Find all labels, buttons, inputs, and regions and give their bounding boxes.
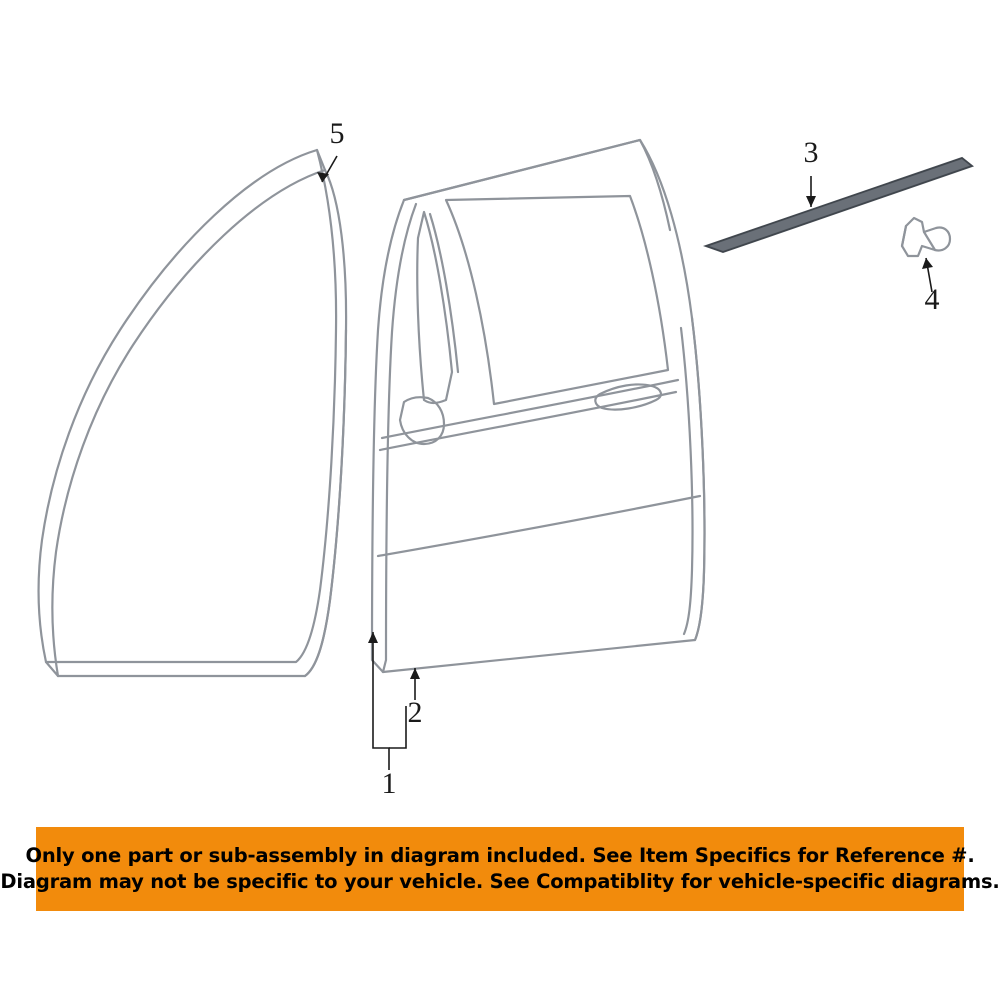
callout-label-5: 5	[329, 117, 345, 150]
door-seal-part-5	[39, 150, 347, 676]
callout-label-3: 3	[803, 136, 819, 169]
callout-label-2: 2	[407, 696, 423, 729]
door-shell-part-1-2	[372, 140, 705, 672]
callout-label-4: 4	[924, 283, 940, 316]
callout-leaders	[317, 156, 933, 770]
notice-line-2: Diagram may not be specific to your vehicle. See Compatiblity for vehicle-specific diagrams.	[0, 870, 1000, 893]
compatibility-notice-banner	[0, 827, 1000, 911]
callout-label-1: 1	[381, 767, 397, 800]
belt-weatherstrip-part-3	[706, 158, 972, 252]
notice-line-1: Only one part or sub-assembly in diagram included. See Item Specifics for Reference #.	[25, 844, 975, 868]
clip-fastener-part-4	[902, 218, 950, 256]
